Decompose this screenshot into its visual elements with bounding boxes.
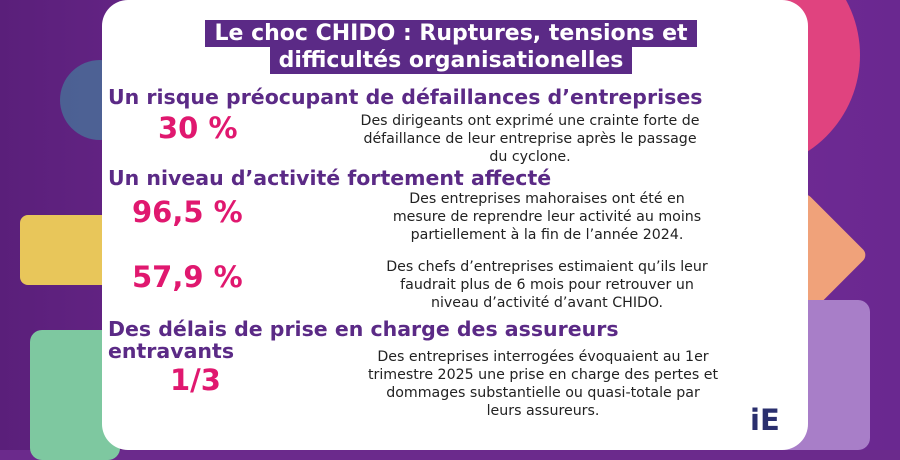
- title-line-2: difficultés organisationelles: [270, 47, 633, 74]
- stat-value-96-5: 96,5 %: [132, 195, 243, 229]
- stat-description-30: [287, 112, 773, 166]
- desc-line: Des entreprises interrogées évoquaient au 1er: [377, 349, 709, 365]
- desc-line: leurs assureurs.: [486, 403, 600, 419]
- stat-description-1-3: [300, 348, 786, 420]
- stat-description-96-5: [318, 190, 776, 244]
- desc-line: mesure de reprendre leur activité au moins: [392, 209, 702, 225]
- page-title: [155, 20, 747, 74]
- section-heading-assureurs-line2: entravants: [108, 339, 235, 363]
- desc-line: partiellement à la fin de l’année 2024.: [410, 227, 684, 243]
- desc-line: du cyclone.: [489, 149, 571, 165]
- title-line-1: Le choc CHIDO : Ruptures, tensions et: [205, 20, 696, 47]
- desc-line: Des dirigeants ont exprimé une crainte forte de: [360, 113, 700, 129]
- ie-logo: iE: [750, 403, 780, 437]
- stat-value-1-3: 1/3: [170, 363, 221, 397]
- desc-line: défaillance de leur entreprise après le passage: [363, 131, 697, 147]
- desc-line: faudrait plus de 6 mois pour retrouver un: [400, 277, 694, 293]
- desc-line: niveau d’activité d’avant CHIDO.: [430, 295, 664, 311]
- desc-line: dommages substantielle ou quasi-totale par: [386, 385, 700, 401]
- desc-line: trimestre 2025 une prise en charge des pertes et: [367, 367, 719, 383]
- desc-line: Des chefs d’entreprises estimaient qu’ils leur: [386, 259, 708, 275]
- stat-description-57-9: [318, 258, 776, 312]
- section-heading-activite: Un niveau d’activité fortement affecté: [108, 166, 552, 190]
- section-heading-assureurs-line1: Des délais de prise en charge des assureurs: [108, 317, 619, 341]
- desc-line: Des entreprises mahoraises ont été en: [409, 191, 685, 207]
- stat-value-30: 30 %: [158, 111, 238, 145]
- section-heading-defaillances: Un risque préocupant de défaillances d’entreprises: [108, 85, 703, 109]
- stat-value-57-9: 57,9 %: [132, 260, 243, 294]
